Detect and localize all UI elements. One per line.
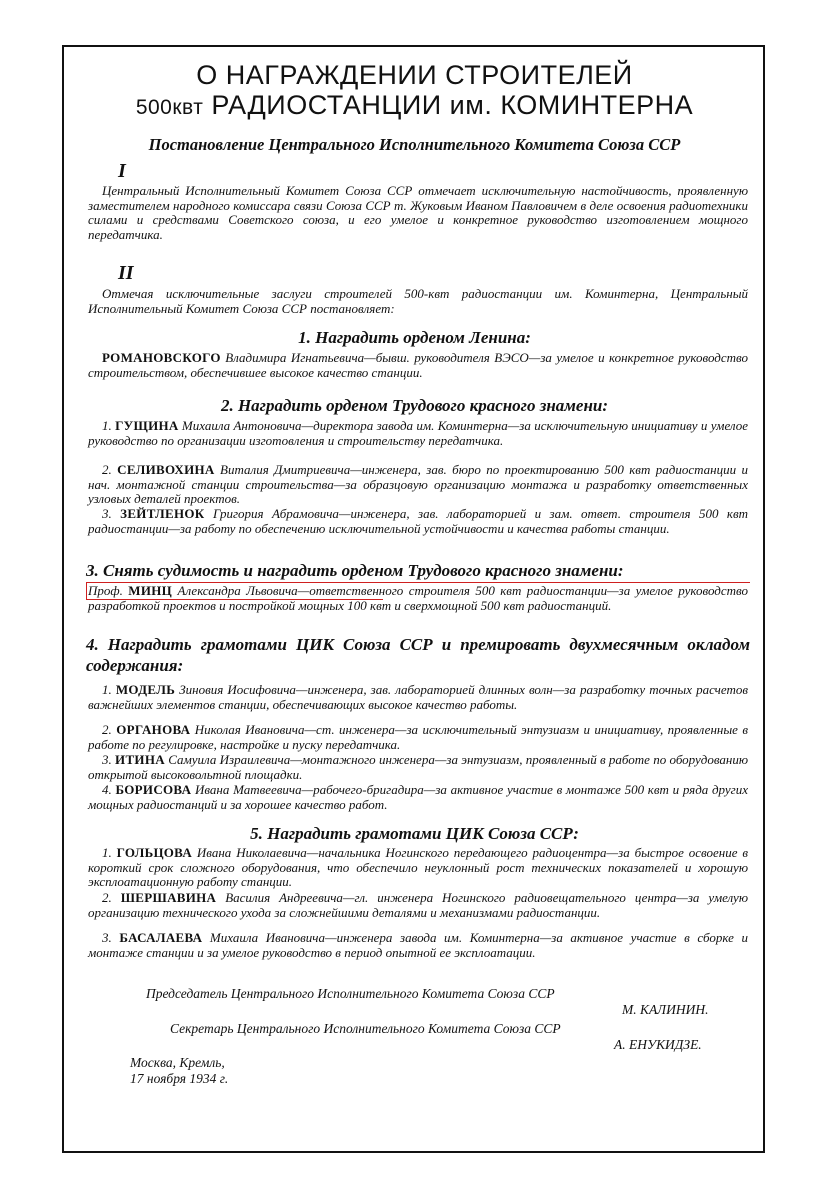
order-2-item-2 bbox=[88, 463, 748, 507]
item-number: 3. bbox=[102, 930, 112, 945]
order-2-item-1 bbox=[88, 419, 748, 448]
order-5-item-3 bbox=[88, 931, 748, 960]
order-4-item-2 bbox=[88, 723, 748, 752]
awardee-name: БАСАЛАЕВА bbox=[119, 930, 203, 945]
item-number: 4. bbox=[102, 782, 112, 797]
order-2-item-3 bbox=[88, 507, 748, 536]
section-1-text: Центральный Исполнительный Комитет Союза ССР отмечает исключительную настойчивость, проявленную заместителем народного комиссара связи Союза ССР т. Жуковым Иваном Павловичем в деле освоения радиотехники силами и средствами Советского союза, и его умелое и конкретное руководство изготовлением мощного передатчика. bbox=[88, 183, 748, 242]
chair-title: Председатель Центрального Исполнительного Комитета Союза ССР bbox=[146, 986, 555, 1001]
order-5-heading: 5. Наградить грамотами ЦИК Союза ССР: bbox=[250, 824, 579, 843]
document-title-line-2 bbox=[62, 90, 767, 121]
item-number: 1. bbox=[102, 418, 112, 433]
awardee-text: Григория Абрамовича—инженера, зав. лабораторией и зам. ответ. строителя 500 квт радиостанции—за работу по обеспечению исключительной устойчивости и качества работы станции. bbox=[88, 506, 748, 536]
place-label: Москва, Кремль, bbox=[130, 1055, 225, 1070]
awardee-text: Михаила Ивановича—инженера завода им. Коминтерна—за активное участие в сборке и монтаже станции и за умелое руководство в период опытной ее эксплоатации. bbox=[88, 930, 748, 960]
item-number: 2. bbox=[102, 462, 112, 477]
awardee-name: СЕЛИВОХИНА bbox=[117, 462, 215, 477]
section-2-numeral: II bbox=[118, 262, 134, 284]
date-label: 17 ноября 1934 г. bbox=[130, 1071, 229, 1086]
order-2-heading: 2. Наградить орденом Трудового красного знамени: bbox=[220, 396, 609, 415]
section-1-numeral: I bbox=[118, 160, 126, 182]
awardee-text: Ивана Матвеевича—рабочего-бригадира—за активное участие в монтаже 500 квт и ряда других мощных радиостанций и за хорошее качество работ. bbox=[88, 782, 748, 812]
chair-name: М. КАЛИНИН. bbox=[622, 1002, 709, 1017]
awardee-name: ЗЕЙТЛЕНОК bbox=[120, 506, 205, 521]
title-prefix: Проф. bbox=[88, 583, 123, 598]
title-power-label: 500квт bbox=[135, 96, 204, 119]
order-4-item-3 bbox=[88, 753, 748, 782]
awardee-text: Виталия Дмитриевича—инженера, зав. бюро по проектированию 500 квт радиостанции и нач. монтажной станции строительства—за образцовую организацию монтажа и разработку ответственных узловых деталей проектов. bbox=[88, 462, 749, 507]
order-1-heading: 1. Наградить орденом Ленина: bbox=[298, 328, 531, 347]
order-5-item-1 bbox=[88, 846, 748, 890]
item-number: 2. bbox=[102, 722, 112, 737]
awardee-text: Михаила Антоновича—директора завода им. Коминтерна—за исключительную инициативу и умелое руководство по организации изготовления и строительству передатчика. bbox=[88, 418, 748, 448]
awardee-name: ГОЛЬЦОВА bbox=[116, 845, 193, 860]
awardee-name: ОРГАНОВА bbox=[116, 722, 191, 737]
secretary-name: А. ЕНУКИДЗЕ. bbox=[614, 1037, 702, 1052]
order-1-item bbox=[88, 351, 748, 380]
section-2-text: Отмечая исключительные заслуги строителей 500-квт радиостанции им. Коминтерна, Центральный Исполнительный Комитет Союза ССР постановляет: bbox=[88, 286, 748, 316]
item-number: 3. bbox=[102, 752, 112, 767]
order-4-heading: 4. Наградить грамотами ЦИК Союза ССР и премировать двухмесячным окладом содержания: bbox=[86, 635, 750, 675]
red-underline-box bbox=[86, 583, 383, 600]
item-number: 1. bbox=[102, 845, 112, 860]
order-3-heading: 3. Снять судимость и наградить орденом Трудового красного знамени: bbox=[86, 561, 624, 580]
awardee-text: Владимира Игнатьевича—бывш. руководителя ВЭСО—за умелое и конкретное руководство строительством, обеспечившее высокое качество станции. bbox=[88, 350, 748, 380]
item-number: 3. bbox=[102, 506, 112, 521]
awardee-text: Николая Ивановича—ст. инженера—за исключительный энтузиазм и инициативу, проявленные в работе по регулировке, настройке и пуску передатчика. bbox=[88, 722, 748, 752]
awardee-text: Александра Львовича—ответственного строителя 500 квт радиостанции—за умелое руководство разработкой проектов и постройкой мощных 100 квт и сверхмощной 500 квт радиостанций. bbox=[88, 583, 748, 613]
title-station-label: РАДИОСТАНЦИИ им. КОМИНТЕРНА bbox=[211, 90, 694, 120]
awardee-name: РОМАНОВСКОГО bbox=[102, 350, 221, 365]
item-number: 2. bbox=[102, 890, 112, 905]
item-number: 1. bbox=[102, 682, 112, 697]
awardee-name: ШЕРШАВИНА bbox=[120, 890, 217, 905]
awardee-name: ИТИНА bbox=[115, 752, 165, 767]
awardee-name: МИНЦ bbox=[128, 583, 173, 598]
awardee-text: Зиновия Иосифовича—инженера, зав. лабораторией длинных волн—за разработку точных расчетов важнейших элементов станции, обеспечивающих высокое качество работы. bbox=[88, 682, 748, 712]
awardee-text: Самуила Израилевича—монтажного инженера—за энтузиазм, проявленный в работе по оборудованию открытой высоковольтной площадки. bbox=[88, 752, 748, 782]
awardee-name: МОДЕЛЬ bbox=[115, 682, 176, 697]
secretary-title: Секретарь Центрального Исполнительного Комитета Союза ССР bbox=[170, 1021, 561, 1036]
document-title-line-1: О НАГРАЖДЕНИИ СТРОИТЕЛЕЙ bbox=[196, 60, 633, 90]
resolution-subtitle: Постановление Центрального Исполнительного Комитета Союза ССР bbox=[148, 135, 681, 154]
awardee-text: Василия Андреевича—гл. инженера Ногинского радиовещательного центра—за умелую организацию технического ухода за сложнейшими деталями и механизмами радиостанции. bbox=[88, 890, 748, 920]
awardee-text: Ивана Николаевича—начальника Ногинского передающего радиоцентра—за быстрое освоение в короткий срок сложного оборудования, что обеспечило неуклонный рост технических показателей и хорошую эксплоатационную работу станции. bbox=[88, 845, 748, 890]
awardee-name: БОРИСОВА bbox=[115, 782, 192, 797]
awardee-name: ГУЩИНА bbox=[115, 418, 179, 433]
order-4-item-1 bbox=[88, 683, 748, 712]
order-4-item-4 bbox=[88, 783, 748, 812]
order-5-item-2 bbox=[88, 891, 748, 920]
